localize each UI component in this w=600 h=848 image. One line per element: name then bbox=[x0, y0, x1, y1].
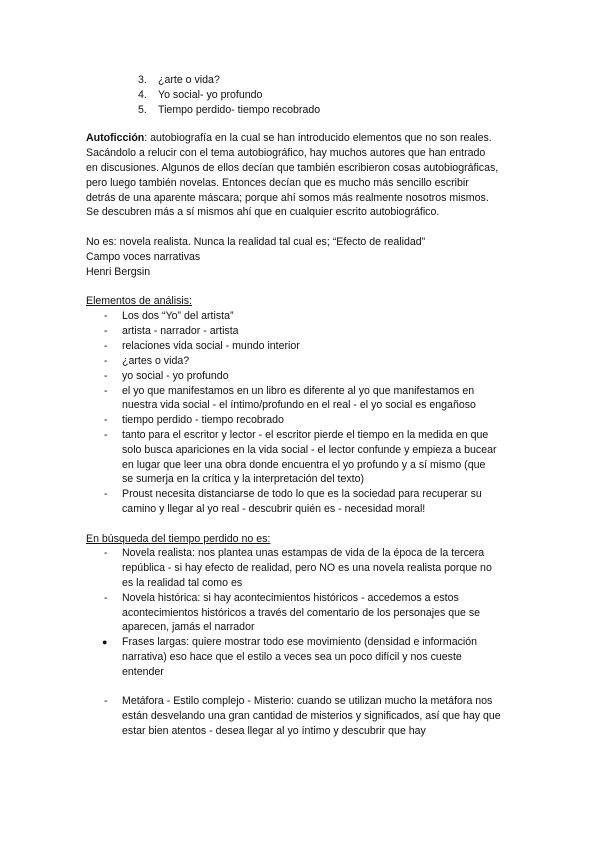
dash-bullet: - bbox=[104, 355, 108, 367]
list-item-continued: en lugar que leer una obra donde encuentra el yo profundo y a sí mismo (que bbox=[122, 459, 486, 471]
list-item-continued: república - si hay efecto de realidad, pero NO es una novela realista porque no bbox=[122, 562, 492, 574]
list-item: Frases largas: quiere mostrar todo ese movimiento (densidad e información bbox=[122, 636, 478, 648]
note-line: Henri Bergsin bbox=[86, 266, 151, 278]
list-item-continued: se sumerja en la crítica y la interpretación del texto) bbox=[122, 473, 365, 485]
paragraph-line: detrás de una aparente máscara; porque ahí somos más realmente nosotros mismos. bbox=[86, 192, 489, 204]
dash-bullet: - bbox=[104, 385, 108, 397]
list-item: el yo que manifestamos en un libro es diferente al yo que manifestamos en bbox=[122, 385, 475, 397]
list-item: Novela realista: nos plantea unas estampas de vida de la época de la tercera bbox=[122, 547, 485, 559]
list-item-continued: narrativa) eso hace que el estilo a veces sea un poco difícil y nos cueste bbox=[122, 651, 462, 663]
term-definition: : autobiografía en la cual se han introducido elementos que no son reales. bbox=[144, 132, 492, 144]
dash-bullet: - bbox=[104, 325, 108, 337]
dash-bullet: - bbox=[104, 370, 108, 382]
list-item: tiempo perdido - tiempo recobrado bbox=[122, 414, 284, 426]
note-line: No es: novela realista. Nunca la realidad tal cual es; “Efecto de realidad” bbox=[86, 236, 426, 248]
list-item: tanto para el escritor y lector - el escritor pierde el tiempo en la medida en que bbox=[122, 429, 489, 441]
list-item-continued: están desvelando una gran cantidad de misterios y significados, así que hay que bbox=[122, 710, 501, 722]
paragraph-line: Se descubren más a sí mismos ahí que en cualquier escrito autobiográfico. bbox=[86, 206, 440, 218]
paragraph-line: pero luego también novelas. Entonces decían que es mucho más sencillo escribir bbox=[86, 177, 469, 189]
list-item-continued: camino y llegar al yo real - descubrir quién es - necesidad moral! bbox=[122, 503, 426, 515]
dash-bullet: - bbox=[104, 310, 108, 322]
term-autoficcion: Autoficción bbox=[86, 132, 145, 144]
list-item: Proust necesita distanciarse de todo lo que es la sociedad para recuperar su bbox=[122, 488, 482, 500]
list-item-continued: nuestra vida social - el íntimo/profundo en el real - el yo social es engañoso bbox=[122, 399, 476, 411]
list-number: 5. bbox=[138, 104, 147, 116]
dash-bullet: - bbox=[104, 429, 108, 441]
dash-bullet: - bbox=[104, 488, 108, 500]
list-item: artista - narrador - artista bbox=[122, 325, 239, 337]
list-item: yo social - yo profundo bbox=[122, 370, 229, 382]
list-item: Tiempo perdido- tiempo recobrado bbox=[158, 104, 321, 116]
list-item-continued: estar bien atentos - desea llegar al yo íntimo y descubrir que hay bbox=[122, 725, 426, 737]
list-item-continued: acontecimientos históricos a través del comentario de los personajes que se bbox=[122, 607, 481, 619]
dash-bullet: - bbox=[104, 592, 108, 604]
note-line: Campo voces narrativas bbox=[86, 251, 201, 263]
list-item: ¿arte o vida? bbox=[158, 74, 220, 86]
dash-bullet: - bbox=[104, 340, 108, 352]
list-item-continued: solo busca apariciones en la vida social - el lector confunde y empieza a bucear bbox=[122, 444, 497, 456]
dash-bullet: - bbox=[104, 695, 108, 707]
paragraph-line bbox=[86, 131, 492, 146]
section-heading: En búsqueda del tiempo perdido no es: bbox=[86, 533, 271, 545]
list-item: ¿artes o vida? bbox=[122, 355, 190, 367]
paragraph-line: en discusiones. Algunos de ellos decían que también escribieron cosas autobiográficas, bbox=[86, 162, 499, 174]
list-item: relaciones vida social - mundo interior bbox=[122, 340, 300, 352]
round-bullet: ● bbox=[102, 637, 108, 647]
dash-bullet: - bbox=[104, 547, 108, 559]
list-item: Yo social- yo profundo bbox=[158, 89, 263, 101]
list-number: 4. bbox=[138, 89, 147, 101]
section-heading: Elementos de análisis: bbox=[86, 295, 192, 307]
list-item: Los dos “Yo” del artista” bbox=[122, 310, 234, 322]
dash-bullet: - bbox=[104, 414, 108, 426]
list-number: 3. bbox=[138, 74, 147, 86]
list-item-continued: aparecen, jamás el narrador bbox=[122, 621, 255, 633]
list-item: Metáfora - Estilo complejo - Misterio: cuando se utilizan mucho la metáfora nos bbox=[122, 695, 493, 707]
list-item: Novela histórica: si hay acontecimientos históricos - accedemos a estos bbox=[122, 592, 459, 604]
list-item-continued: es la realidad tal como es bbox=[122, 577, 243, 589]
list-item-continued: entender bbox=[122, 666, 164, 678]
paragraph-line: Sacándolo a relucir con el tema autobiográfico, hay muchos autores que han entrado bbox=[86, 147, 486, 159]
